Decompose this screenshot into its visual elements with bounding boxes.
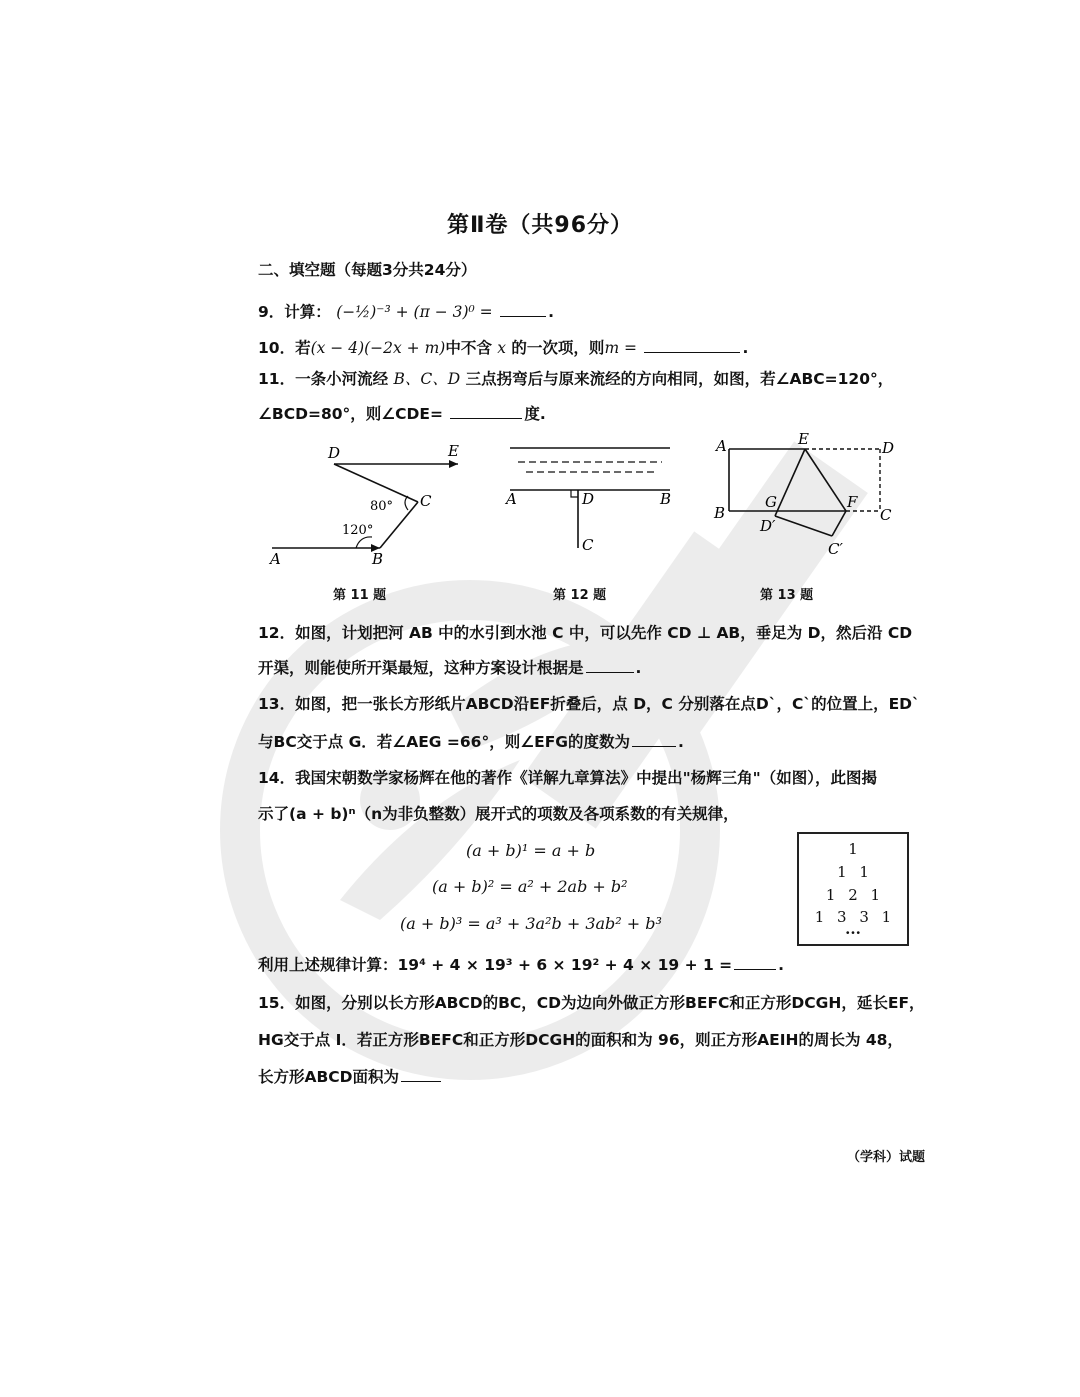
question-15-line1: 15．如图，分别以长方形ABCD的BC，CD为边向外做正方形BEFC和正方形DCGH，延长EF， <box>258 994 925 1012</box>
question-12-line2 <box>258 656 641 678</box>
question-11-line2 <box>258 402 546 424</box>
q10-mid2: 的一次项，则 <box>511 339 605 357</box>
fig11-label-a: A <box>270 550 281 568</box>
q11-answer-blank[interactable] <box>450 417 522 419</box>
triangle-row-2: 1 1 <box>837 863 869 881</box>
fig11-angle-c: 80° <box>370 499 394 514</box>
q10-prefix: 10．若 <box>258 339 311 357</box>
q11-line2-suffix: 度. <box>524 405 546 423</box>
q11-line2-prefix: ∠BCD=80°，则∠CDE= <box>258 405 443 423</box>
q12-end: . <box>635 659 642 677</box>
question-13-line2 <box>258 730 684 752</box>
q13-answer-blank[interactable] <box>632 745 676 747</box>
fig11-angle-b: 120° <box>342 523 374 538</box>
q9-expression: (−½)⁻³ + (π − 3)⁰ = <box>336 303 493 321</box>
question-9 <box>258 300 554 322</box>
question-12-line1: 12．如图，计划把河 AB 中的水引到水池 C 中，可以先作 CD ⊥ AB，垂足为 D，然后沿 CD <box>258 624 913 642</box>
triangle-row-1: 1 <box>848 840 858 858</box>
question-10 <box>258 336 748 358</box>
q10-expression: (x − 4)(−2x + m) <box>310 339 446 357</box>
question-11-line1 <box>258 367 893 389</box>
q12-answer-blank[interactable] <box>586 671 634 673</box>
q15-line3-text: 长方形ABCD面积为 <box>258 1068 400 1086</box>
fig11-label-b: B <box>372 550 384 568</box>
fig13-label-d-prime: D′ <box>760 517 776 535</box>
fig13-label-a: A <box>716 437 727 455</box>
question-13-line1: 13．如图，把一张长方形纸片ABCD沿EF折叠后，点 D，C 分别落在点D`，C`的位置上，ED` <box>258 695 920 713</box>
q9-answer-blank[interactable] <box>500 315 546 317</box>
triangle-row-ellipsis: ··· <box>845 924 861 942</box>
fig12-label-d: D <box>582 490 595 508</box>
q12-line2-text: 开渠，则能使所开渠最短，这种方案设计根据是 <box>258 659 584 677</box>
q9-end: . <box>548 303 554 321</box>
fig12-label-c: C <box>582 536 594 554</box>
q11-points: B、C、D <box>393 370 461 388</box>
fig12-label-a: A <box>506 490 517 508</box>
section-heading: 二、填空题（每题3分共24分） <box>258 261 477 279</box>
q14-equation-2: (a + b)² = a² + 2ab + b² <box>432 877 628 896</box>
figure-12 <box>500 436 680 570</box>
triangle-row-4: 1 3 3 1 <box>814 908 892 926</box>
fig13-label-d: D <box>882 439 895 457</box>
q14-end: . <box>778 956 785 974</box>
fig13-label-b: B <box>714 504 726 522</box>
page-footer: （学科）试题 <box>847 1150 926 1165</box>
fig13-label-g: G <box>765 493 777 511</box>
q14-line3-text: 利用上述规律计算：19⁴ + 4 × 19³ + 6 × 19² + 4 × 19 + 1 = <box>258 956 733 974</box>
fig12-label-b: B <box>660 490 672 508</box>
question-14-line2: 示了(a + b)ⁿ（n为非负整数）展开式的项数及各项系数的有关规律， <box>258 805 739 823</box>
fig13-caption: 第 13 题 <box>760 588 814 603</box>
fig13-label-c: C <box>880 506 892 524</box>
page-title: 第Ⅱ卷（共96分） <box>446 213 634 238</box>
fig13-label-e: E <box>798 430 809 448</box>
q10-end: . <box>742 339 749 357</box>
q10-answer-blank[interactable] <box>644 351 740 353</box>
fig11-label-c: C <box>420 492 432 510</box>
figure-13 <box>712 430 902 569</box>
question-14-line1: 14．我国宋朝数学家杨辉在他的著作《详解九章算法》中提出"杨辉三角"（如图），此图揭 <box>258 769 877 787</box>
q14-answer-blank[interactable] <box>734 968 776 970</box>
q13-line2-text: 与BC交于点 G．若∠AEG =66°，则∠EFG的度数为 <box>258 733 631 751</box>
triangle-row-3: 1 2 1 <box>825 886 881 904</box>
fig13-label-f: F <box>847 493 858 511</box>
fig13-label-c-prime: C′ <box>828 540 843 558</box>
q13-end: . <box>678 733 684 751</box>
fig12-caption: 第 12 题 <box>553 588 607 603</box>
fig11-label-d: D <box>328 444 341 462</box>
figure-11 <box>262 436 472 580</box>
q11-suffix: 三点拐弯后与原来流经的方向相同，如图，若∠ABC=120°， <box>465 370 894 388</box>
fig11-caption: 第 11 题 <box>333 588 387 603</box>
q14-equation-3: (a + b)³ = a³ + 3a²b + 3ab² + b³ <box>400 914 662 933</box>
q14-equation-1: (a + b)¹ = a + b <box>466 841 596 860</box>
fig11-label-e: E <box>448 442 459 460</box>
q11-prefix: 11．一条小河流经 <box>258 370 389 388</box>
yang-hui-triangle <box>797 832 909 946</box>
question-14-line3 <box>258 953 784 975</box>
q10-m: m = <box>604 339 638 357</box>
q10-x: x <box>497 339 507 357</box>
q15-answer-blank[interactable] <box>401 1080 441 1082</box>
q9-prefix: 9．计算： <box>258 303 331 321</box>
question-15-line3 <box>258 1065 443 1087</box>
q10-mid: 中不含 <box>445 339 492 357</box>
question-15-line2: HG交于点 I．若正方形BEFC和正方形DCGH的面积和为 96，则正方形AEIH的周长为 48， <box>258 1031 903 1049</box>
